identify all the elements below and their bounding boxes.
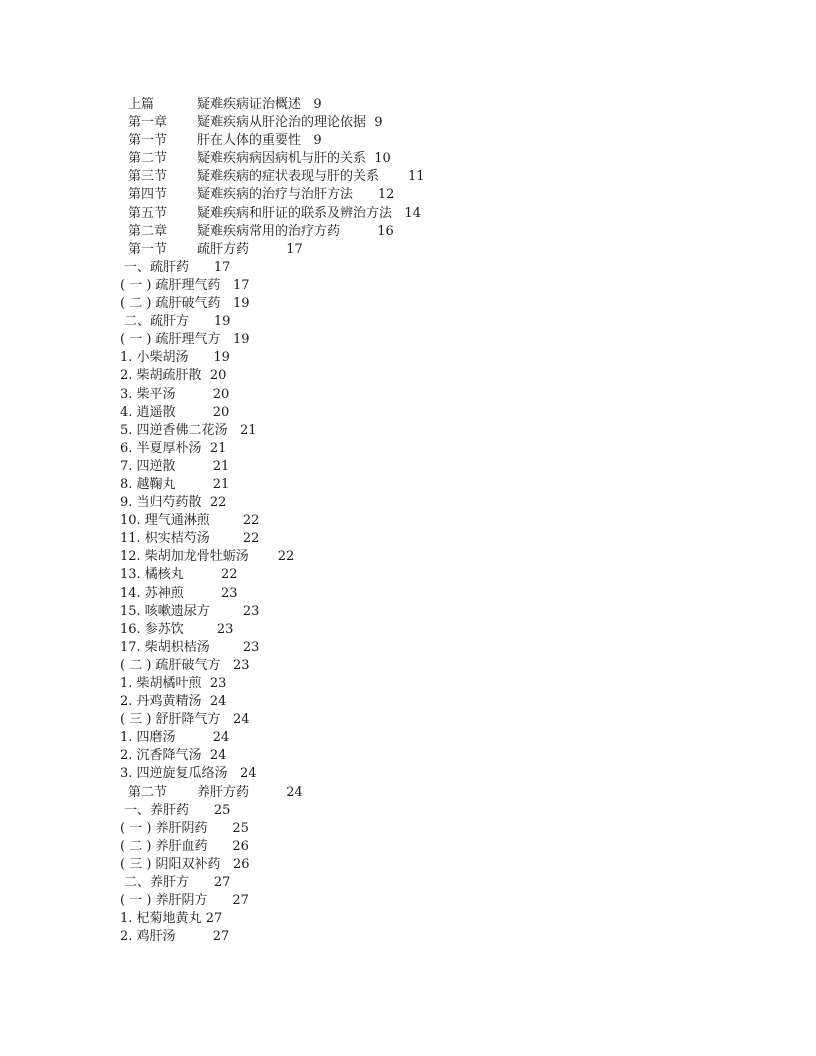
- toc-page-number: 14: [404, 205, 421, 221]
- toc-page-number: 19: [213, 350, 230, 366]
- toc-page-number: 24: [212, 730, 230, 746]
- toc-page-number: 23: [209, 676, 227, 691]
- toc-entry-title: 疑难疾病常用的治疗方药: [197, 223, 341, 239]
- toc-page-number: 27: [232, 893, 249, 909]
- toc-entry-group: [197, 784, 303, 802]
- toc-entry: [120, 693, 720, 711]
- toc-entry-title: 11. 枳实桔芍汤: [120, 531, 210, 547]
- toc-entry: [120, 585, 720, 603]
- toc-entry-title: 14. 苏神煎: [120, 585, 184, 601]
- toc-entry-label: 第一章: [128, 115, 168, 131]
- toc-entry-gap: [184, 567, 221, 582]
- toc-entry-group: [197, 96, 322, 114]
- toc-entry: [120, 114, 720, 132]
- toc-entry: [120, 205, 720, 223]
- toc-page-number: 22: [242, 513, 260, 529]
- toc-entry-group: [120, 657, 250, 675]
- toc-entry-title: 8. 越鞠丸: [120, 476, 176, 492]
- toc-page-number: 19: [232, 332, 250, 348]
- toc-entry-group: [120, 621, 233, 639]
- toc-entry: [120, 747, 720, 765]
- toc-page-number: 24: [239, 766, 257, 782]
- toc-entry-group: [120, 892, 249, 910]
- toc-entry-gap: [210, 531, 243, 546]
- toc-entry-group: [124, 874, 230, 892]
- toc-entry-gap: [202, 441, 210, 456]
- toc-page-number: 17: [286, 241, 303, 257]
- toc-entry: [120, 96, 720, 114]
- toc-page-number: 27: [205, 911, 223, 927]
- toc-entry: [120, 765, 720, 783]
- toc-page-number: 12: [377, 187, 395, 203]
- toc-entry-gap: [189, 875, 214, 890]
- toc-entry-group: [120, 639, 259, 657]
- toc-entry-title: 10. 理气通淋煎: [120, 513, 210, 529]
- toc-entry: [120, 422, 720, 440]
- toc-entry-group: [120, 729, 229, 747]
- toc-entry: [120, 910, 720, 928]
- toc-entry-gap: [249, 549, 278, 564]
- toc-entry-gap: [184, 586, 221, 601]
- toc-entry-label: 第三节: [128, 169, 168, 185]
- toc-entry: [120, 494, 720, 512]
- toc-entry-group: [120, 693, 226, 711]
- toc-entry-title: 一、疏肝药: [124, 259, 190, 275]
- toc-entry: [120, 621, 720, 639]
- toc-entry-title: 疑难疾病病因病机与肝的关系: [197, 151, 367, 167]
- toc-entry-group: [120, 548, 294, 566]
- toc-entry-title: 9. 当归芍药散: [120, 495, 202, 511]
- toc-entry-group: [120, 349, 230, 367]
- toc-entry-group: [120, 404, 229, 422]
- toc-entry-gap: [249, 785, 286, 800]
- toc-entry-gap: [202, 676, 210, 691]
- toc-entry: [120, 928, 720, 946]
- toc-entry-label: 第一节: [128, 133, 168, 149]
- toc-entry: [120, 820, 720, 838]
- toc-page-number: 21: [239, 422, 257, 438]
- toc-entry-label: 第二节: [128, 151, 168, 167]
- toc-entry: [120, 367, 720, 385]
- toc-entry-title: ( 二 ) 养肝血药: [120, 838, 208, 854]
- toc-entry-gap: [353, 187, 378, 202]
- toc-entry-group: [120, 765, 257, 783]
- toc-entry: [120, 548, 720, 566]
- toc-page-number: 22: [277, 549, 295, 565]
- toc-entry-group: [120, 928, 229, 946]
- toc-page-number: 10: [374, 151, 391, 167]
- toc-entry-title: 疑难疾病从肝沦治的理论依据: [197, 115, 367, 131]
- toc-entry: [120, 675, 720, 693]
- toc-entry-group: [120, 331, 250, 349]
- toc-entry: [120, 838, 720, 856]
- toc-entry-group: [120, 494, 226, 512]
- toc-entry-title: ( 三 ) 阴阳双补药: [120, 856, 221, 872]
- toc-page-number: 19: [232, 296, 250, 312]
- toc-entry-title: 3. 柴平汤: [120, 386, 176, 402]
- toc-page-number: 9: [313, 133, 322, 149]
- toc-entry-gap: [221, 332, 233, 347]
- toc-entry: [120, 892, 720, 910]
- toc-entry: [120, 186, 720, 204]
- toc-entry: [120, 331, 720, 349]
- toc-entry: [120, 802, 720, 820]
- toc-entry-label: 第二节: [128, 784, 168, 800]
- toc-entry-title: ( 三 ) 舒肝降气方: [120, 712, 221, 728]
- toc-entry-title: 17. 柴胡枳桔汤: [120, 639, 210, 655]
- toc-entry-gap: [176, 387, 213, 402]
- toc-entry-group: [120, 440, 226, 458]
- toc-entry-group: [124, 802, 230, 820]
- toc-entry-group: [197, 150, 391, 168]
- toc-entry-title: 1. 四磨汤: [120, 730, 176, 746]
- toc-entry: [120, 386, 720, 404]
- toc-entry-label: 第五节: [128, 205, 168, 221]
- toc-entry: [120, 259, 720, 277]
- toc-page-number: 21: [209, 440, 227, 456]
- toc-entry-title: 7. 四逆散: [120, 458, 176, 474]
- toc-entry-title: ( 一 ) 疏肝理气药: [120, 277, 221, 293]
- toc-entry-gap: [202, 495, 210, 510]
- toc-page-number: 17: [232, 277, 250, 293]
- toc-page-number: 22: [221, 567, 238, 583]
- toc-entry-title: 3. 四逆旋复瓜络汤: [120, 766, 228, 782]
- toc-page-number: 25: [232, 820, 249, 836]
- toc-entry-gap: [176, 405, 213, 420]
- toc-page-number: 19: [213, 314, 231, 330]
- toc-entry-group: [120, 675, 226, 693]
- toc-entry: [120, 168, 720, 186]
- toc-entry-gap: [221, 857, 233, 872]
- toc-entry-group: [120, 422, 257, 440]
- toc-entry-group: [120, 295, 250, 313]
- toc-entry-title: 5. 四逆香佛二花汤: [120, 422, 228, 438]
- toc-entry: [120, 440, 720, 458]
- toc-entry: [120, 223, 720, 241]
- toc-entry-group: [197, 241, 303, 259]
- toc-entry-gap: [210, 640, 243, 655]
- toc-entry-group: [120, 566, 238, 584]
- toc-entry-gap: [184, 622, 217, 637]
- toc-entry-gap: [210, 604, 243, 619]
- toc-entry-title: 肝在人体的重要性: [197, 133, 302, 149]
- toc-page-number: 9: [374, 115, 383, 131]
- toc-entry-gap: [301, 133, 313, 148]
- toc-entry-group: [120, 711, 250, 729]
- toc-entry-group: [120, 386, 229, 404]
- toc-entry-gap: [228, 766, 240, 781]
- toc-entry-title: 疑难疾病和肝证的联系及辨治方法: [197, 205, 393, 221]
- toc-entry: [120, 295, 720, 313]
- toc-entry: [120, 277, 720, 295]
- toc-page-number: 26: [232, 838, 249, 854]
- toc-page-number: 23: [242, 639, 260, 655]
- toc-page-number: 16: [377, 223, 394, 239]
- toc-entry-label: 上篇: [128, 97, 155, 112]
- toc-entry-title: 2. 鸡肝汤: [120, 929, 176, 945]
- toc-entry: [120, 313, 720, 331]
- toc-page-number: 20: [209, 368, 227, 384]
- toc-entry-gap: [208, 821, 233, 836]
- toc-page-number: 23: [221, 585, 238, 601]
- toc-entry: [120, 404, 720, 422]
- toc-entry-gap: [379, 169, 408, 184]
- toc-page-number: 17: [213, 259, 231, 275]
- toc-page-number: 22: [209, 495, 227, 511]
- toc-page-number: 11: [407, 169, 425, 185]
- toc-entry-title: 16. 参苏饮: [120, 621, 184, 637]
- toc-entry-gap: [340, 224, 377, 239]
- toc-entry-title: 2. 丹鸡黄精汤: [120, 694, 202, 710]
- toc-entry-gap: [202, 694, 210, 709]
- toc-entry-gap: [392, 206, 404, 221]
- toc-page-number: 24: [209, 748, 227, 764]
- toc-entry-title: ( 二 ) 疏肝破气方: [120, 657, 221, 673]
- toc-page-number: 20: [212, 404, 230, 420]
- toc-entry-title: 6. 半夏厚朴汤: [120, 440, 202, 456]
- toc-entry: [120, 729, 720, 747]
- toc-entry: [120, 530, 720, 548]
- toc-entry: [120, 476, 720, 494]
- toc-entry-group: [120, 820, 249, 838]
- toc-entry-gap: [176, 459, 213, 474]
- toc-entry-group: [197, 186, 394, 204]
- toc-entry-group: [124, 313, 230, 331]
- toc-page-number: 24: [209, 694, 227, 710]
- toc-entry-group: [120, 367, 226, 385]
- toc-entry-title: 疏肝方药: [197, 241, 250, 257]
- toc-entry-title: 4. 逍遥散: [120, 404, 176, 420]
- toc-entry-gap: [176, 730, 213, 745]
- toc-entry-label: 第二章: [128, 223, 168, 239]
- toc-entry-gap: [189, 803, 214, 818]
- toc-page-number: 22: [242, 531, 260, 547]
- toc-entry: [120, 512, 720, 530]
- toc-entry-group: [197, 223, 394, 241]
- toc-entry-group: [197, 114, 383, 132]
- toc-page-number: 9: [313, 97, 322, 112]
- toc-entry-group: [120, 476, 229, 494]
- toc-entry-gap: [221, 712, 233, 727]
- toc-entry-title: 养肝方药: [197, 784, 250, 800]
- toc-entry-label: 第四节: [128, 187, 168, 203]
- toc-entry: [120, 639, 720, 657]
- toc-page-number: 23: [216, 621, 234, 637]
- toc-entry: [120, 458, 720, 476]
- toc-entry-gap: [189, 350, 214, 365]
- table-of-contents: [120, 96, 720, 946]
- toc-entry-gap: [221, 278, 233, 293]
- toc-entry: [120, 603, 720, 621]
- toc-entry-group: [120, 910, 222, 928]
- toc-entry-title: ( 二 ) 疏肝破气药: [120, 296, 221, 312]
- toc-entry-title: 2. 沉香降气汤: [120, 748, 202, 764]
- toc-entry: [120, 150, 720, 168]
- toc-entry-gap: [202, 368, 210, 383]
- toc-entry-title: 二、疏肝方: [124, 314, 190, 330]
- toc-entry-group: [120, 603, 259, 621]
- toc-entry: [120, 132, 720, 150]
- toc-page-number: 27: [212, 929, 230, 945]
- toc-page-number: 24: [232, 712, 250, 728]
- toc-entry-title: ( 一 ) 养肝阴药: [120, 820, 208, 836]
- toc-entry-gap: [210, 513, 243, 528]
- toc-entry-gap: [176, 477, 213, 492]
- toc-entry: [120, 856, 720, 874]
- toc-page-number: 25: [213, 802, 231, 818]
- toc-entry-group: [197, 132, 322, 150]
- toc-entry-group: [120, 856, 250, 874]
- toc-page-number: 24: [286, 784, 303, 800]
- toc-page-number: 21: [212, 476, 230, 492]
- toc-page-number: 27: [213, 875, 231, 891]
- toc-entry-group: [120, 512, 259, 530]
- toc-entry-group: [120, 585, 238, 603]
- toc-entry: [120, 874, 720, 892]
- toc-entry-gap: [301, 97, 313, 112]
- toc-entry-gap: [221, 658, 233, 673]
- toc-entry: [120, 241, 720, 259]
- toc-entry-title: 一、养肝药: [124, 802, 190, 818]
- toc-entry-gap: [208, 893, 233, 908]
- toc-entry-title: 疑难疾病的治疗与治肝方法: [197, 187, 354, 203]
- toc-entry: [120, 566, 720, 584]
- toc-entry-gap: [228, 423, 240, 438]
- toc-entry-title: 二、养肝方: [124, 875, 190, 891]
- toc-entry-group: [120, 838, 249, 856]
- toc-entry-group: [120, 277, 250, 295]
- toc-entry: [120, 657, 720, 675]
- toc-entry-title: 1. 小柴胡汤: [120, 350, 189, 366]
- toc-entry-gap: [208, 839, 233, 854]
- toc-entry-title: 1. 柴胡橘叶煎: [120, 676, 202, 691]
- toc-entry: [120, 711, 720, 729]
- toc-entry-gap: [221, 296, 233, 311]
- toc-entry-title: 2. 柴胡疏肝散: [120, 368, 202, 384]
- toc-entry-gap: [189, 260, 214, 275]
- toc-entry: [120, 349, 720, 367]
- toc-entry-title: 13. 橘核丸: [120, 567, 184, 583]
- toc-entry-title: 12. 柴胡加龙骨牡蛎汤: [120, 549, 249, 565]
- toc-entry-group: [120, 530, 259, 548]
- toc-entry-group: [197, 168, 425, 186]
- toc-page-number: 26: [232, 856, 250, 872]
- toc-entry-gap: [202, 748, 210, 763]
- toc-entry-group: [120, 458, 229, 476]
- toc-page-number: 21: [212, 458, 230, 474]
- toc-entry-group: [124, 259, 230, 277]
- toc-entry: [120, 784, 720, 802]
- toc-entry-group: [120, 747, 226, 765]
- toc-entry-title: 15. 咳嗽遗尿方: [120, 603, 210, 619]
- toc-entry-title: ( 一 ) 疏肝理气方: [120, 332, 221, 348]
- toc-entry-gap: [249, 242, 286, 257]
- toc-page-number: 20: [212, 386, 230, 402]
- toc-entry-label: 第一节: [128, 241, 168, 257]
- toc-entry-title: 疑难疾病证治概述: [197, 97, 302, 112]
- toc-entry-title: 1. 杞菊地黄丸: [120, 911, 202, 927]
- toc-page-number: 23: [242, 603, 260, 619]
- toc-entry-gap: [189, 314, 214, 329]
- toc-entry-gap: [176, 929, 213, 944]
- toc-entry-title: 疑难疾病的症状表现与肝的关系: [197, 169, 380, 185]
- toc-entry-group: [197, 205, 421, 223]
- toc-entry-title: ( 一 ) 养肝阴方: [120, 893, 208, 909]
- toc-page-number: 23: [232, 657, 250, 673]
